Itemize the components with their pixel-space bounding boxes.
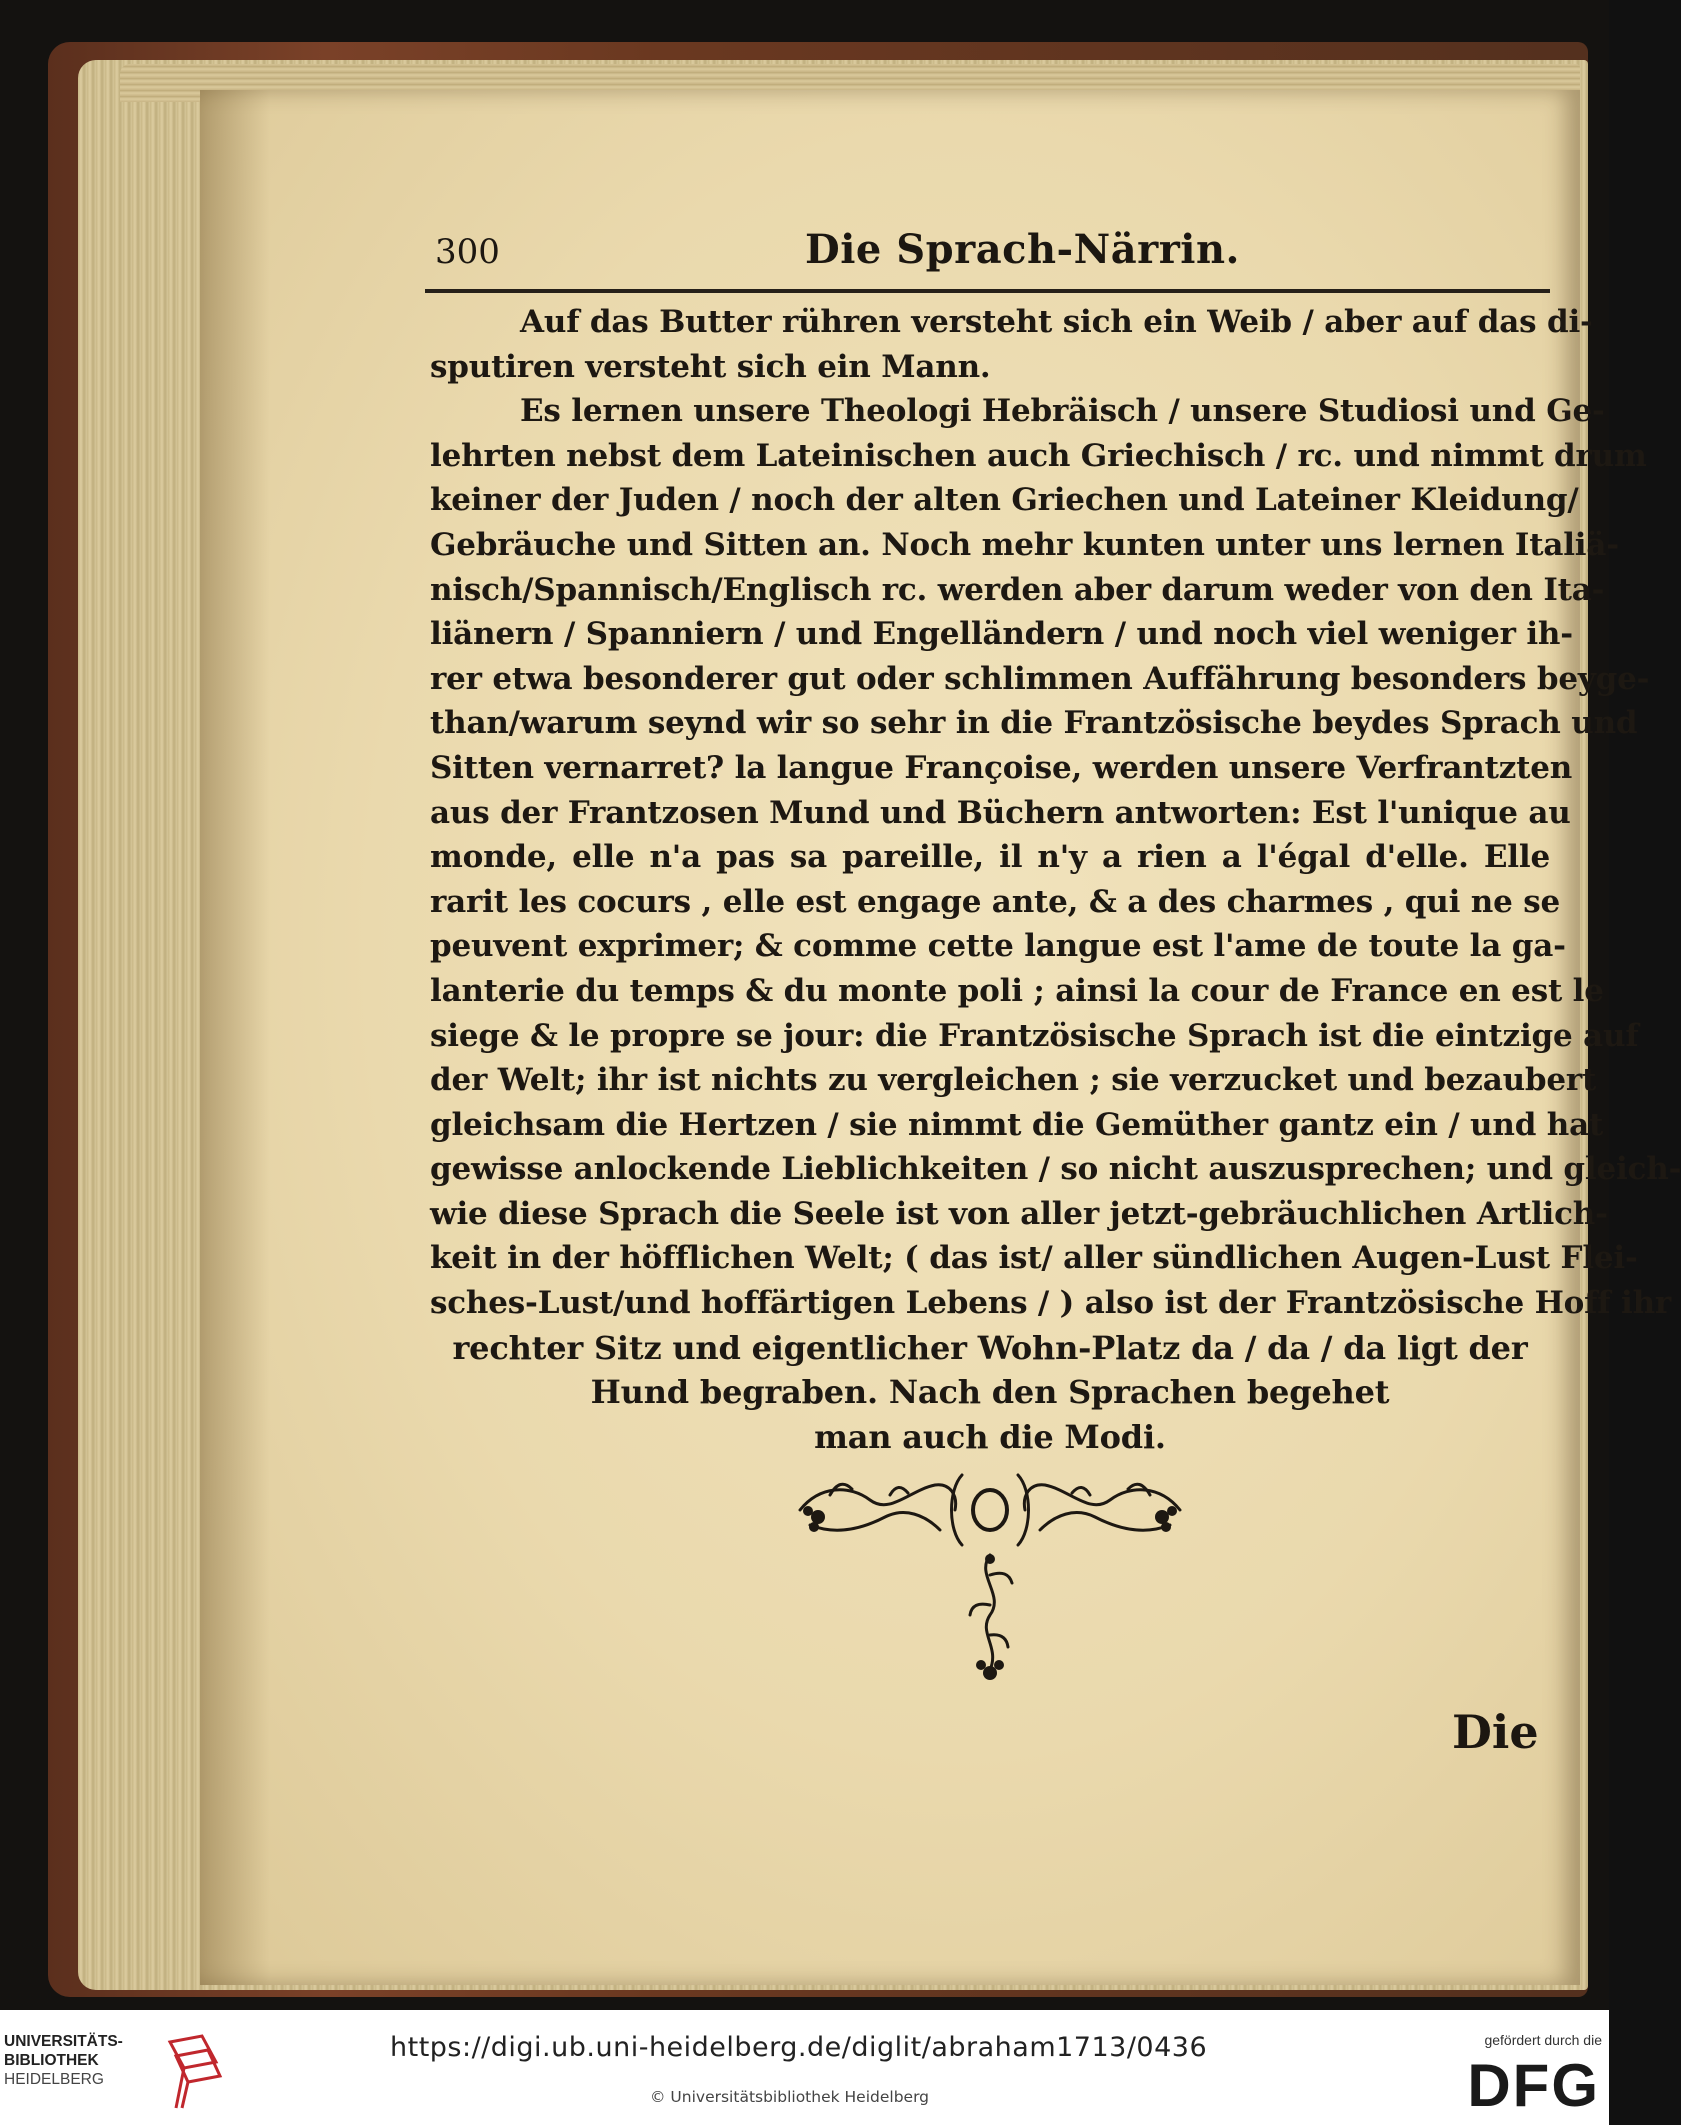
- text-line: Es lernen unsere Theologi Hebräisch / unsere Studiosi und Ge-: [520, 393, 1605, 430]
- text-line: keit in der höfflichen Welt; ( das ist/ aller sündlichen Augen-Lust Flei-: [430, 1240, 1638, 1277]
- permalink-url[interactable]: https://digi.ub.uni-heidelberg.de/diglit/abraham1713/0436: [390, 2032, 1208, 2063]
- dfg-logo[interactable]: [1432, 2052, 1602, 2119]
- ub-emblem-icon: [164, 2032, 224, 2112]
- text-line: monde, elle n'a pas sa pareille, il n'y a rien a l'égal d'elle. Elle: [430, 839, 1550, 876]
- page-header: [425, 226, 1550, 288]
- text-line: sches-Lust/und hoffärtigen Lebens / ) also ist der Frantzösische Hoff ihr: [430, 1285, 1672, 1322]
- dfg-logo-text: DFG: [1467, 2052, 1600, 2119]
- text-line: keiner der Juden / noch der alten Griechen und Lateiner Kleidung/: [430, 482, 1579, 519]
- text-line: rarit les cocurs , elle est engage ante, & a des charmes , qui ne se: [430, 883, 1560, 920]
- text-line: sputiren versteht sich ein Mann.: [430, 348, 991, 385]
- running-title: Die Sprach-Närrin.: [805, 226, 1240, 273]
- copyright-notice: © Universitätsbibliothek Heidelberg: [650, 2088, 930, 2106]
- text-line: wie diese Sprach die Seele ist von aller jetzt-gebräuchlichen Artlich-: [430, 1195, 1608, 1232]
- text-line: peuvent exprimer; & comme cette langue est l'ame de toute la ga-: [430, 928, 1566, 965]
- text-line: gleichsam die Hertzen / sie nimmt die Gemüther gantz ein / und hat: [430, 1106, 1604, 1143]
- library-name-line-2: BIBLIOTHEK: [4, 2052, 99, 2069]
- text-line: than/warum seynd wir so sehr in die Frantzösische beydes Sprach und: [430, 705, 1638, 742]
- funded-by-label: gefördert durch die: [1484, 2032, 1602, 2048]
- text-line: lanterie du temps & du monte poli ; ainsi la cour de France en est le: [430, 972, 1604, 1009]
- university-library-logo[interactable]: [4, 2032, 224, 2112]
- body-text: [430, 300, 1681, 1459]
- floral-ornament-icon: [790, 1455, 1190, 1685]
- gutter-shadow: [200, 90, 270, 1985]
- catchword: Die: [1452, 1705, 1539, 1759]
- text-line: Sitten vernarret? la langue Françoise, werden unsere Verfrantzten: [430, 749, 1573, 786]
- text-line: Gebräuche und Sitten an. Noch mehr kunten unter uns lernen Italiä-: [430, 526, 1619, 563]
- text-line: gewisse anlockende Lieblichkeiten / so nicht auszusprechen; und gleich-: [430, 1151, 1681, 1188]
- library-name-line-3: HEIDELBERG: [4, 2071, 104, 2088]
- text-line: nisch/Spannisch/Englisch rc. werden aber darum weder von den Ita-: [430, 571, 1605, 608]
- text-line: der Welt; ihr ist nichts zu vergleichen ; sie verzucket und bezaubert: [430, 1062, 1597, 1099]
- page-number: 300: [435, 232, 500, 272]
- text-line: liänern / Spanniern / und Engelländern / und noch viel weniger ih-: [430, 616, 1573, 653]
- text-line: rer etwa besonderer gut oder schlimmen Auffährung besonders beyge-: [430, 660, 1650, 697]
- text-line: Hund begraben. Nach den Sprachen begehet: [590, 1373, 1390, 1412]
- library-name-line-1: UNIVERSITÄTS-: [4, 2033, 123, 2050]
- text-line: lehrten nebst dem Lateinischen auch Griechisch / rc. und nimmt drum: [430, 437, 1647, 474]
- text-line: aus der Frantzosen Mund und Büchern antworten: Est l'unique au: [430, 794, 1571, 831]
- text-line: rechter Sitz und eigentlicher Wohn-Platz da / da / da ligt der: [452, 1328, 1528, 1367]
- header-rule: [425, 289, 1550, 293]
- text-line: siege & le propre se jour: die Frantzösische Sprach ist die eintzige auf: [430, 1017, 1639, 1054]
- viewer-footer: [0, 2010, 1609, 2125]
- text-line: Auf das Butter rühren versteht sich ein Weib / aber auf das di-: [520, 304, 1593, 340]
- text-line: man auch die Modi.: [814, 1417, 1166, 1456]
